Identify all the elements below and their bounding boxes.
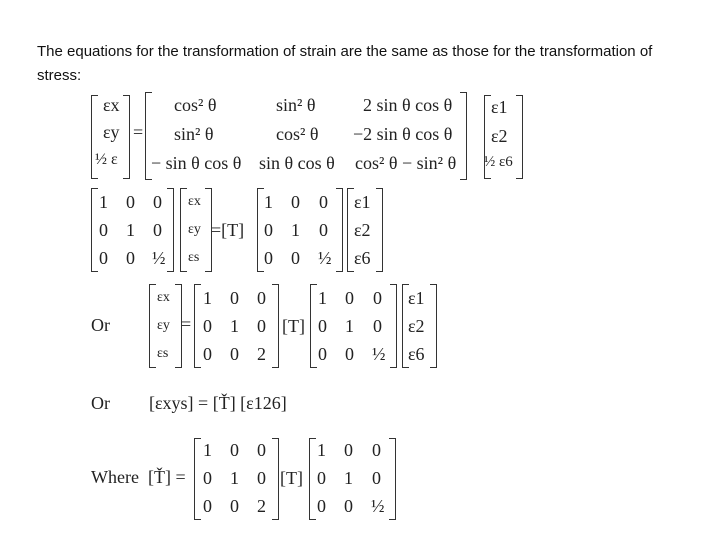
matrix-cell: 1 xyxy=(230,468,239,488)
matrix-cell: 2 sin θ cos θ xyxy=(363,95,453,115)
matrix-cell: cos² θ − sin² θ xyxy=(355,153,457,173)
t-matrix-symbol: [T] xyxy=(282,316,305,336)
lhs-strain-x: εx xyxy=(103,95,120,115)
matrix-cell: 1 xyxy=(99,192,108,212)
rhs-strain-1: ε1 xyxy=(491,97,508,117)
matrix-cell: 1 xyxy=(264,192,273,212)
matrix-cell: sin² θ xyxy=(276,95,316,115)
rhs-strain-2: ε2 xyxy=(491,126,508,146)
vector-cell: εx xyxy=(157,290,170,305)
matrix-cell: 0 xyxy=(203,344,212,364)
matrix-cell: 1 xyxy=(317,440,326,460)
matrix-cell: ½ xyxy=(318,248,332,268)
vector-cell: ε1 xyxy=(354,192,371,212)
matrix-cell: 0 xyxy=(291,192,300,212)
vector-cell: εy xyxy=(188,222,201,237)
matrix-cell: 0 xyxy=(153,220,162,240)
vector-cell: εs xyxy=(188,250,200,265)
matrix-cell: 0 xyxy=(317,468,326,488)
matrix-cell: 0 xyxy=(291,248,300,268)
vector-cell: εx xyxy=(188,194,201,209)
or-label: Or xyxy=(91,393,110,413)
matrix-cell: 0 xyxy=(230,344,239,364)
matrix-cell: 1 xyxy=(230,316,239,336)
matrix-cell: cos² θ xyxy=(174,95,217,115)
matrix-cell: 1 xyxy=(291,220,300,240)
vector-cell: εy xyxy=(157,318,170,333)
matrix-cell: 1 xyxy=(203,288,212,308)
matrix-cell: 0 xyxy=(230,440,239,460)
matrix-cell: 0 xyxy=(99,220,108,240)
matrix-cell: 0 xyxy=(257,316,266,336)
matrix-cell: 0 xyxy=(203,496,212,516)
lhs-strain-shear: ½ ε xyxy=(95,151,118,168)
matrix-cell: 0 xyxy=(317,496,326,516)
matrix-cell: 0 xyxy=(373,316,382,336)
matrix-cell: 0 xyxy=(257,440,266,460)
matrix-cell: 0 xyxy=(319,220,328,240)
matrix-cell: ½ xyxy=(152,248,166,268)
matrix-cell: 0 xyxy=(319,192,328,212)
compact-equation: [εxys] = [Ť] [ε126] xyxy=(149,393,287,413)
matrix-cell: sin θ cos θ xyxy=(259,153,335,173)
matrix-cell: sin² θ xyxy=(174,124,214,144)
equals-sign: = xyxy=(181,314,192,334)
rhs-strain-6: ½ ε6 xyxy=(484,154,513,170)
vector-cell: εs xyxy=(157,346,169,361)
matrix-cell: ½ xyxy=(371,496,385,516)
matrix-cell: 1 xyxy=(126,220,135,240)
matrix-cell: ½ xyxy=(372,344,386,364)
matrix-cell: 2 xyxy=(257,496,266,516)
matrix-cell: 1 xyxy=(318,288,327,308)
matrix-cell: 0 xyxy=(126,248,135,268)
matrix-cell: 0 xyxy=(257,468,266,488)
vector-cell: ε6 xyxy=(408,344,425,364)
intro-paragraph: The equations for the transformation of strain are the same as those for the transformation of stress: xyxy=(37,43,653,84)
matrix-cell: 0 xyxy=(372,468,381,488)
equals-t: =[T] xyxy=(211,220,245,240)
matrix-cell: 0 xyxy=(203,316,212,336)
t-hat-definition: [Ť] = xyxy=(148,467,186,487)
matrix-cell: 0 xyxy=(264,248,273,268)
matrix-cell: 0 xyxy=(344,440,353,460)
matrix-cell: 0 xyxy=(318,344,327,364)
matrix-cell: 0 xyxy=(257,288,266,308)
matrix-cell: 0 xyxy=(230,496,239,516)
matrix-cell: 0 xyxy=(99,248,108,268)
matrix-cell: cos² θ xyxy=(276,124,319,144)
matrix-cell: 2 xyxy=(257,344,266,364)
matrix-cell: 0 xyxy=(345,344,354,364)
matrix-cell: 1 xyxy=(203,440,212,460)
matrix-cell: 0 xyxy=(203,468,212,488)
t-matrix-symbol: [T] xyxy=(280,468,303,488)
matrix-cell: 0 xyxy=(372,440,381,460)
matrix-cell: 0 xyxy=(318,316,327,336)
lhs-strain-y: εy xyxy=(103,122,120,142)
matrix-cell: 1 xyxy=(345,316,354,336)
matrix-cell: 0 xyxy=(264,220,273,240)
matrix-cell: 0 xyxy=(153,192,162,212)
matrix-cell: 1 xyxy=(344,468,353,488)
matrix-cell: 0 xyxy=(126,192,135,212)
matrix-cell: 0 xyxy=(344,496,353,516)
matrix-cell: 0 xyxy=(345,288,354,308)
where-label: Where xyxy=(91,467,139,487)
matrix-cell: −2 sin θ cos θ xyxy=(353,124,453,144)
matrix-cell: 0 xyxy=(373,288,382,308)
equals-sign: = xyxy=(133,122,144,142)
matrix-cell: − sin θ cos θ xyxy=(151,153,242,173)
matrix-cell: 0 xyxy=(230,288,239,308)
vector-cell: ε2 xyxy=(408,316,425,336)
vector-cell: ε6 xyxy=(354,248,371,268)
vector-cell: ε2 xyxy=(354,220,371,240)
vector-cell: ε1 xyxy=(408,288,425,308)
or-label: Or xyxy=(91,315,110,335)
